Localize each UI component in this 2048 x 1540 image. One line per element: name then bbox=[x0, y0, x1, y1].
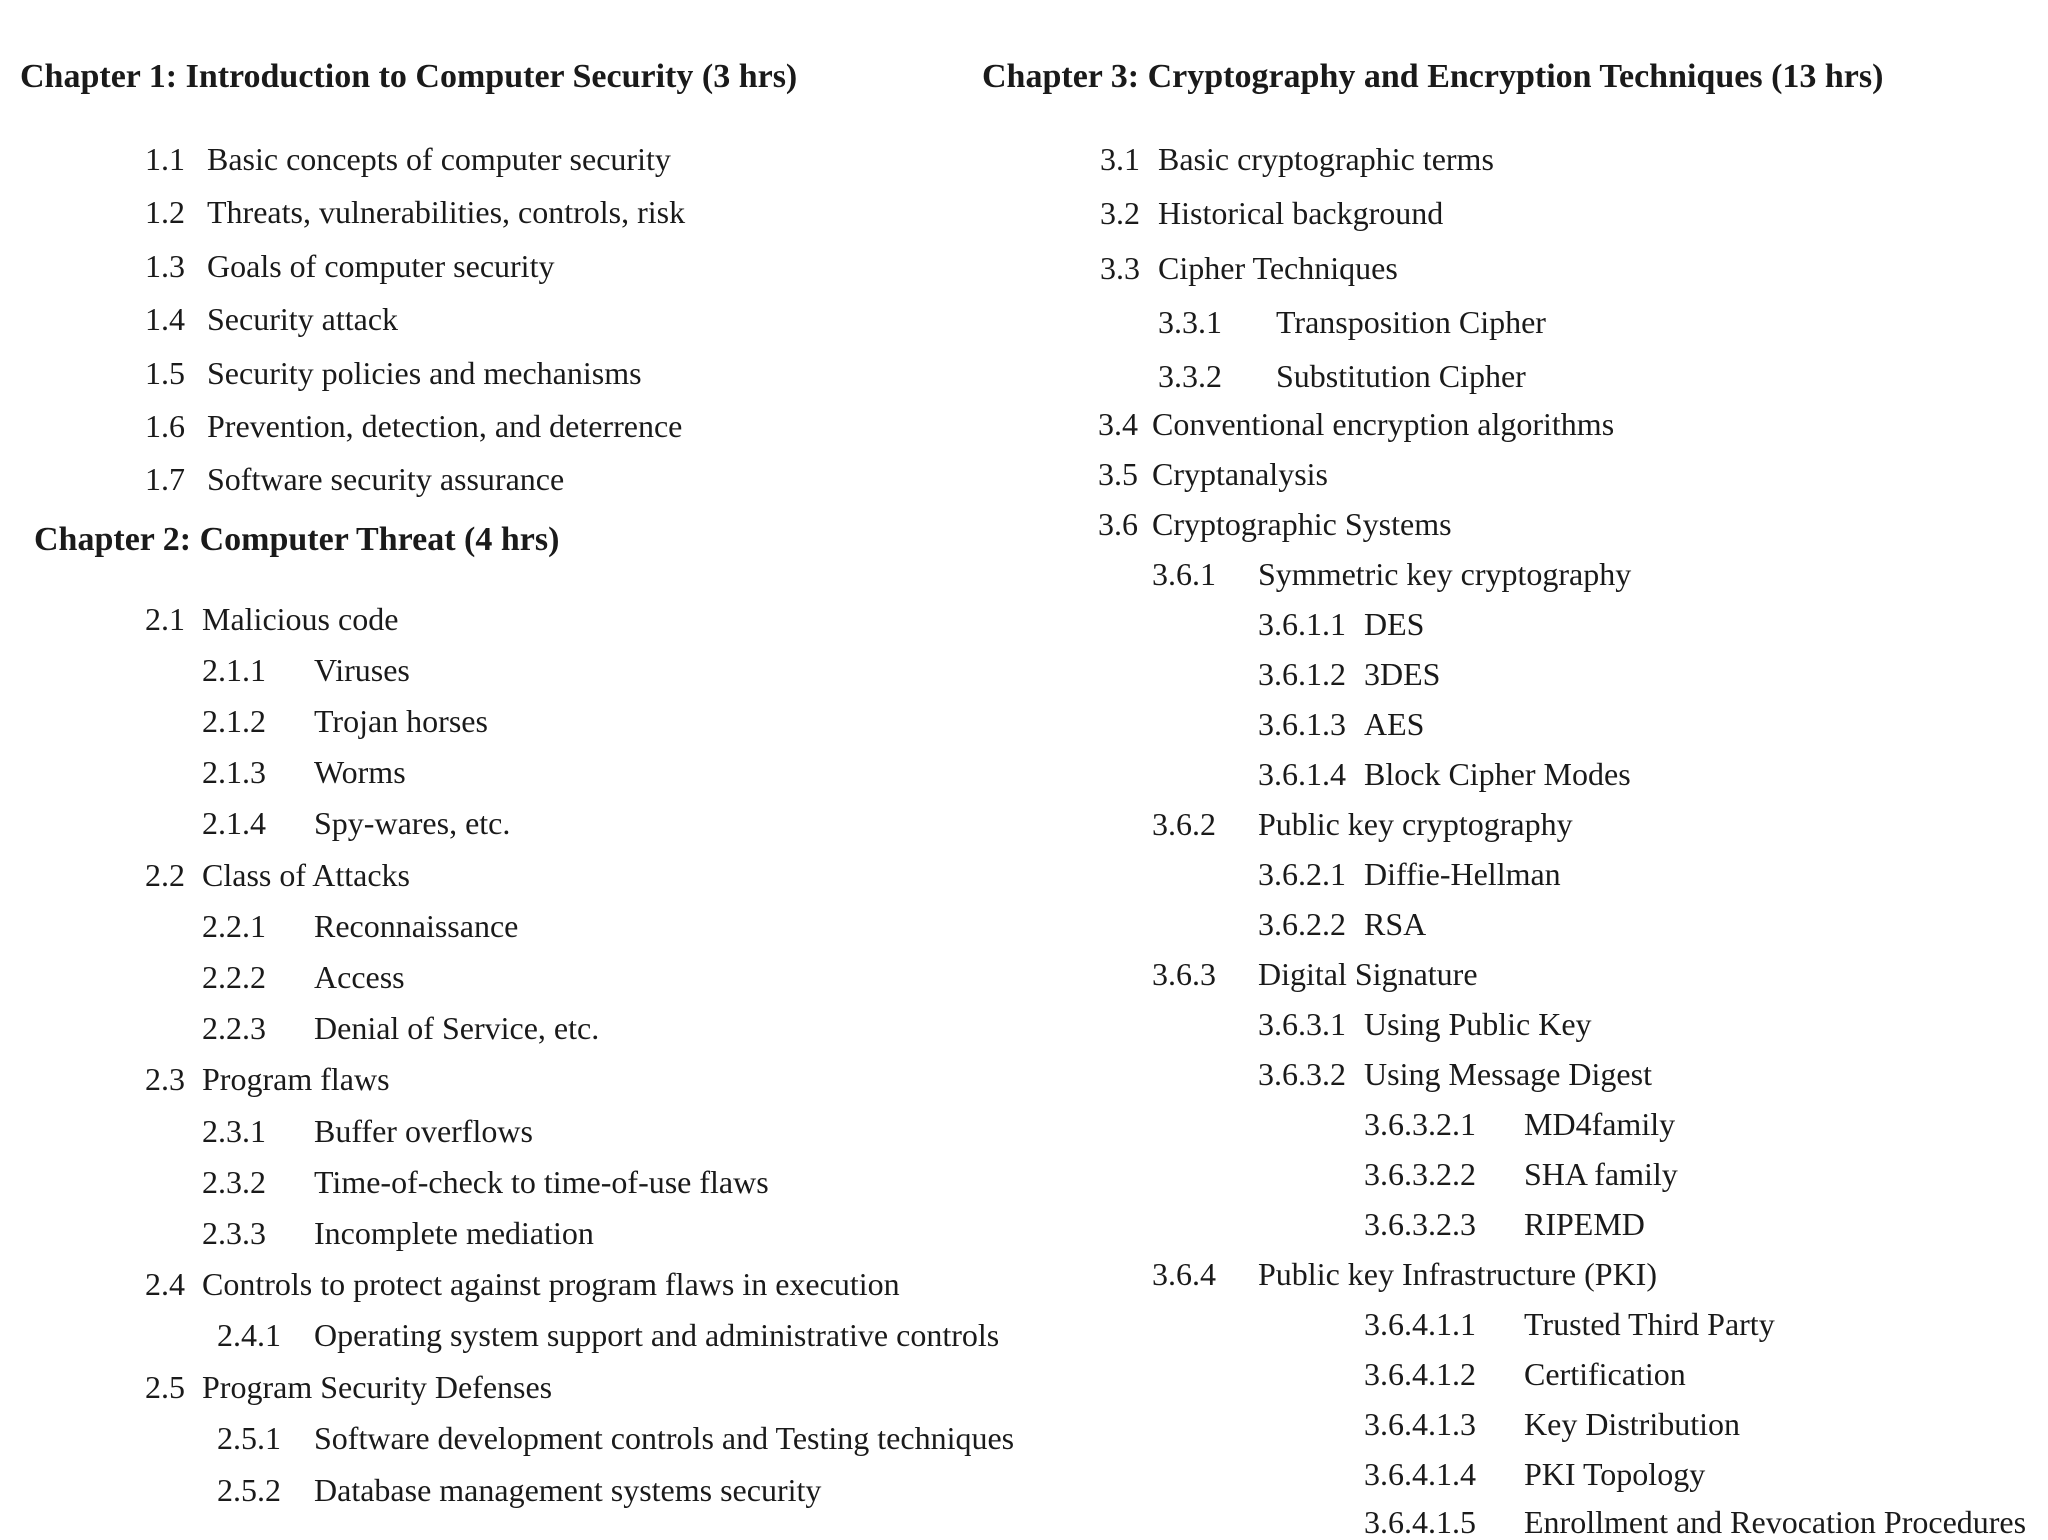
item-text: Block Cipher Modes bbox=[1364, 756, 1631, 792]
item-text: Access bbox=[314, 959, 405, 995]
item-text: Incomplete mediation bbox=[314, 1215, 594, 1251]
item-text: 3DES bbox=[1364, 656, 1441, 692]
item-text: Key Distribution bbox=[1524, 1406, 1740, 1442]
item-number: 3.6.3.2 bbox=[1258, 1056, 1346, 1092]
item-text: Reconnaissance bbox=[314, 908, 519, 944]
item-text: Cipher Techniques bbox=[1158, 250, 1398, 286]
item-text: Digital Signature bbox=[1258, 956, 1478, 992]
item-text: Cryptanalysis bbox=[1152, 456, 1328, 492]
item-number: 1.4 bbox=[145, 301, 185, 337]
item-text: Prevention, detection, and deterrence bbox=[207, 408, 683, 444]
item-number: 2.1.2 bbox=[202, 703, 266, 739]
item-number: 3.6.2.2 bbox=[1258, 906, 1346, 942]
item-text: Program Security Defenses bbox=[202, 1369, 553, 1405]
item-text: Security policies and mechanisms bbox=[207, 355, 642, 391]
item-text: Using Public Key bbox=[1364, 1006, 1592, 1042]
item-number: 2.2.2 bbox=[202, 959, 266, 995]
item-text: Basic cryptographic terms bbox=[1158, 141, 1494, 177]
item-number: 2.1 bbox=[145, 601, 185, 637]
item-text: Operating system support and administrative controls bbox=[314, 1317, 1000, 1353]
item-number: 3.3 bbox=[1100, 250, 1140, 286]
item-text: Malicious code bbox=[202, 601, 399, 637]
item-text: DES bbox=[1364, 606, 1425, 642]
item-number: 1.5 bbox=[145, 355, 185, 391]
item-text: Trusted Third Party bbox=[1524, 1306, 1775, 1342]
item-number: 3.6.1.1 bbox=[1258, 606, 1346, 642]
item-text: Diffie-Hellman bbox=[1364, 856, 1561, 892]
item-number: 2.4.1 bbox=[217, 1317, 281, 1353]
item-number: 3.6.4.1.2 bbox=[1364, 1356, 1476, 1392]
item-number: 3.2 bbox=[1100, 195, 1140, 231]
item-text: Using Message Digest bbox=[1364, 1056, 1652, 1092]
item-number: 2.5.1 bbox=[217, 1420, 281, 1456]
item-number: 3.6.3 bbox=[1152, 956, 1216, 992]
item-text: SHA family bbox=[1524, 1156, 1678, 1192]
item-number: 2.2.1 bbox=[202, 908, 266, 944]
item-number: 3.6.1.3 bbox=[1258, 706, 1346, 742]
item-number: 3.6 bbox=[1098, 506, 1138, 542]
item-text: Viruses bbox=[314, 652, 410, 688]
item-text: Class of Attacks bbox=[202, 857, 410, 893]
item-number: 2.2 bbox=[145, 857, 185, 893]
item-number: 2.1.4 bbox=[202, 805, 266, 841]
item-number: 3.6.3.1 bbox=[1258, 1006, 1346, 1042]
item-text: Public key Infrastructure (PKI) bbox=[1258, 1256, 1657, 1292]
item-text: Historical background bbox=[1158, 195, 1444, 231]
item-text: Cryptographic Systems bbox=[1152, 506, 1452, 542]
item-text: Security attack bbox=[207, 301, 399, 337]
item-text: MD4family bbox=[1524, 1106, 1676, 1142]
item-number: 1.7 bbox=[145, 461, 185, 497]
item-number: 2.1.1 bbox=[202, 652, 266, 688]
item-number: 3.6.4.1.5 bbox=[1364, 1504, 1476, 1540]
item-number: 2.5.2 bbox=[217, 1472, 281, 1508]
item-text: Enrollment and Revocation Procedures bbox=[1524, 1504, 2027, 1540]
item-number: 3.6.3.2.1 bbox=[1364, 1106, 1476, 1142]
item-number: 3.6.4.1.3 bbox=[1364, 1406, 1476, 1442]
item-text: RIPEMD bbox=[1524, 1206, 1645, 1242]
item-text: Conventional encryption algorithms bbox=[1152, 406, 1615, 442]
item-text: Denial of Service, etc. bbox=[314, 1010, 600, 1046]
item-number: 2.4 bbox=[145, 1266, 185, 1302]
item-text: Software development controls and Testing techniques bbox=[314, 1420, 1015, 1456]
item-number: 3.6.2 bbox=[1152, 806, 1216, 842]
item-number: 3.6.2.1 bbox=[1258, 856, 1346, 892]
item-text: Goals of computer security bbox=[207, 248, 555, 284]
item-number: 2.2.3 bbox=[202, 1010, 266, 1046]
item-text: Software security assurance bbox=[207, 461, 565, 497]
item-number: 3.6.3.2.3 bbox=[1364, 1206, 1476, 1242]
item-text: Threats, vulnerabilities, controls, risk bbox=[207, 194, 686, 230]
item-number: 3.6.4.1.1 bbox=[1364, 1306, 1476, 1342]
item-text: Basic concepts of computer security bbox=[207, 141, 671, 177]
item-number: 3.6.4 bbox=[1152, 1256, 1216, 1292]
item-text: Database management systems security bbox=[314, 1472, 822, 1508]
item-number: 3.6.1.2 bbox=[1258, 656, 1346, 692]
item-number: 1.1 bbox=[145, 141, 185, 177]
item-number: 1.2 bbox=[145, 194, 185, 230]
item-text: Program flaws bbox=[202, 1061, 390, 1097]
item-text: PKI Topology bbox=[1524, 1456, 1706, 1492]
item-number: 2.3 bbox=[145, 1061, 185, 1097]
item-number: 3.6.3.2.2 bbox=[1364, 1156, 1476, 1192]
item-text: Certification bbox=[1524, 1356, 1686, 1392]
item-number: 3.4 bbox=[1098, 406, 1138, 442]
item-text: Time-of-check to time-of-use flaws bbox=[314, 1164, 769, 1200]
item-number: 2.1.3 bbox=[202, 754, 266, 790]
item-number: 3.6.4.1.4 bbox=[1364, 1456, 1476, 1492]
item-text: Buffer overflows bbox=[314, 1113, 533, 1149]
item-text: RSA bbox=[1364, 906, 1427, 942]
item-number: 2.3.1 bbox=[202, 1113, 266, 1149]
item-number: 3.3.1 bbox=[1158, 304, 1222, 340]
chapter-3-heading: Chapter 3: Cryptography and Encryption Techniques (13 hrs) bbox=[982, 58, 1884, 95]
item-text: Public key cryptography bbox=[1258, 806, 1573, 842]
item-number: 2.3.2 bbox=[202, 1164, 266, 1200]
item-number: 3.1 bbox=[1100, 141, 1140, 177]
item-number: 3.6.1.4 bbox=[1258, 756, 1346, 792]
item-text: Spy-wares, etc. bbox=[314, 805, 511, 841]
item-number: 3.5 bbox=[1098, 456, 1138, 492]
item-number: 3.6.1 bbox=[1152, 556, 1216, 592]
item-text: Trojan horses bbox=[314, 703, 488, 739]
item-text: Symmetric key cryptography bbox=[1258, 556, 1632, 592]
item-text: Worms bbox=[314, 754, 406, 790]
item-number: 2.3.3 bbox=[202, 1215, 266, 1251]
item-text: Substitution Cipher bbox=[1276, 358, 1526, 394]
chapter-2-heading: Chapter 2: Computer Threat (4 hrs) bbox=[34, 521, 560, 558]
item-text: Transposition Cipher bbox=[1276, 304, 1546, 340]
item-text: AES bbox=[1364, 706, 1425, 742]
item-number: 2.5 bbox=[145, 1369, 185, 1405]
chapter-1-heading: Chapter 1: Introduction to Computer Security (3 hrs) bbox=[20, 58, 798, 95]
item-number: 1.3 bbox=[145, 248, 185, 284]
item-number: 3.3.2 bbox=[1158, 358, 1222, 394]
item-number: 1.6 bbox=[145, 408, 185, 444]
item-text: Controls to protect against program flaws in execution bbox=[202, 1266, 900, 1302]
